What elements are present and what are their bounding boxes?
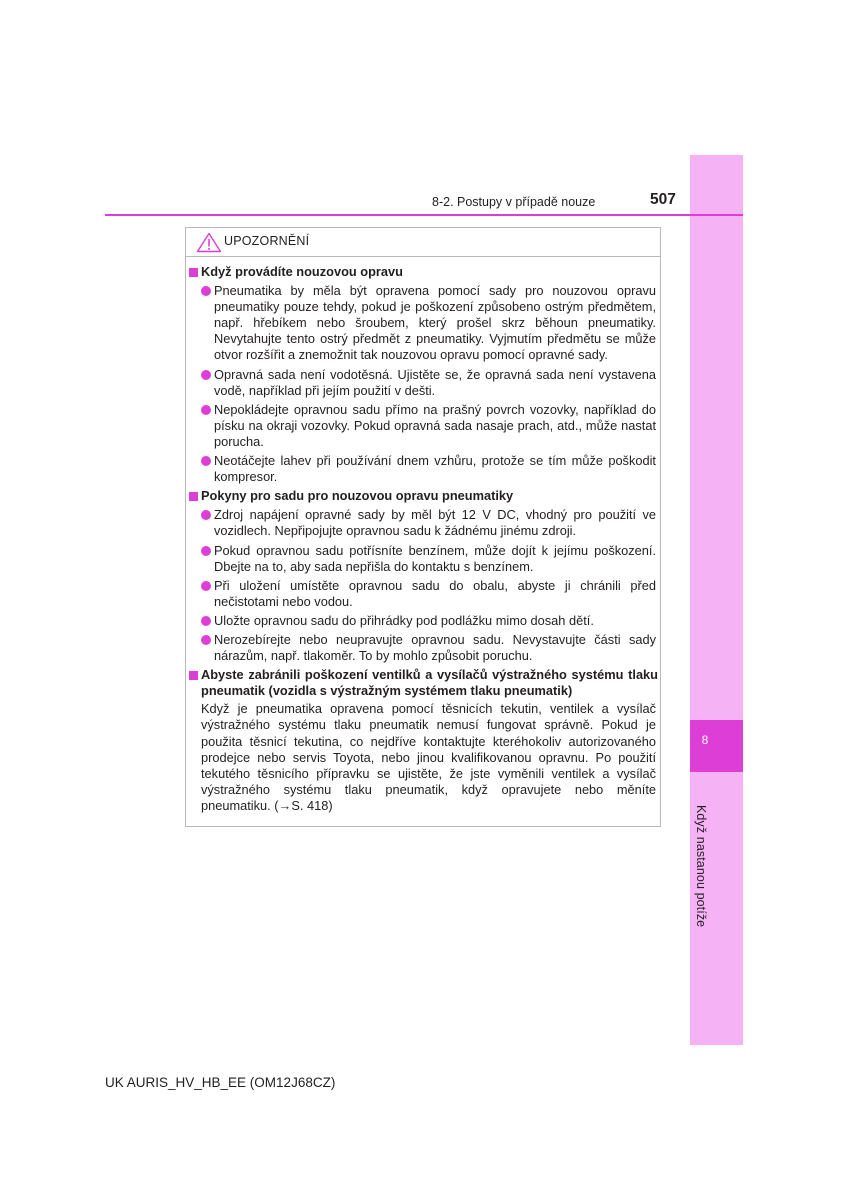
bullet-item: Opravná sada není vodotěsná. Ujistěte se, že opravná sada není vystavena vodě, například při jejím použití v dešti.	[201, 367, 658, 399]
warning-triangle-icon	[196, 232, 222, 253]
caution-section	[186, 667, 658, 814]
section-heading: Pokyny pro sadu pro nouzovou opravu pneumatiky	[189, 488, 658, 504]
circle-bullet-icon	[201, 286, 211, 296]
page-number: 507	[650, 191, 676, 208]
section-header: 8-2. Postupy v případě nouze	[432, 195, 596, 209]
chapter-title: Když nastanou potíže	[694, 805, 708, 928]
bullet-item: Zdroj napájení opravné sady by měl být 12 V DC, vhodný pro použití ve vozidlech. Nepřipojujte opravnou sadu k žádnému jinému zdroji.	[201, 507, 658, 539]
circle-bullet-icon	[201, 581, 211, 591]
header-rule	[105, 214, 743, 216]
bullet-item: Nepokládejte opravnou sadu přímo na prašný povrch vozovky, například do písku na okraji vozovky. Pokud opravná sada nasaje prach, atd., může nastat porucha.	[201, 402, 658, 450]
circle-bullet-icon	[201, 456, 211, 466]
bullet-item: Pneumatika by měla být opravena pomocí sady pro nouzovou opravu pneumatiky pouze tehdy, pokud je poškození způsobeno ostrým předmětem, např. hřebíkem nebo šroubem, který prošel skrz běhoun pneumatiky. Nevytahujte tento ostrý předmět z pneumatiky. Vyjmutím předmětu se může otvor rozšířit a znemožnit tak nouzovou opravu pomocí opravné sady.	[201, 283, 658, 363]
caution-section	[186, 264, 658, 485]
circle-bullet-icon	[201, 510, 211, 520]
bullet-item: Uložte opravnou sadu do přihrádky pod podlážku mimo dosah dětí.	[201, 613, 658, 629]
circle-bullet-icon	[201, 405, 211, 415]
section-paragraph: Když je pneumatika opravena pomocí těsnicích tekutin, ventilek a vysílač výstražného systému tlaku pneumatik nemusí fungovat správně. Pokud je použita těsnicí tekutina, co nejdříve kontaktujte kteréhokoliv autorizovaného prodejce nebo servis Toyota, nebo jinou kvalifikovanou opravnu. Po použití tekutého těsnicího přípravku se ujistěte, že jste vyměnili ventilek a vysílač výstražného systému tlaku pneumatik, když opravujete nebo měníte pneumatiku. (→S. 418)	[201, 701, 656, 813]
section-heading: Abyste zabránili poškození ventilků a vysílačů výstražného systému tlaku pneumatik (vozidla s výstražným systémem tlaku pneumatik)	[189, 667, 658, 699]
circle-bullet-icon	[201, 616, 211, 626]
bullet-item: Nerozebírejte nebo neupravujte opravnou sadu. Nevystavujte části sady nárazům, např. tlakoměr. To by mohlo způsobit poruchu.	[201, 632, 658, 664]
section-heading: Když provádíte nouzovou opravu	[189, 264, 658, 280]
circle-bullet-icon	[201, 635, 211, 645]
caution-section	[186, 488, 658, 664]
square-bullet-icon	[189, 492, 198, 501]
footer-model-code: UK AURIS_HV_HB_EE (OM12J68CZ)	[105, 1075, 336, 1090]
bullet-item: Pokud opravnou sadu potřísníte benzínem, může dojít k jejímu poškození. Dbejte na to, aby sada nepřišla do kontaktu s benzínem.	[201, 543, 658, 575]
caution-content	[186, 264, 658, 817]
chapter-number: 8	[701, 733, 709, 747]
circle-bullet-icon	[201, 546, 211, 556]
bullet-item: Neotáčejte lahev při používání dnem vzhůru, protože se tím může poškodit kompresor.	[201, 453, 658, 485]
square-bullet-icon	[189, 671, 198, 680]
caution-header	[186, 228, 660, 257]
square-bullet-icon	[189, 268, 198, 277]
bullet-item: Při uložení umístěte opravnou sadu do obalu, abyste ji chránili před nečistotami nebo vodou.	[201, 578, 658, 610]
caution-title: UPOZORNĚNÍ	[224, 234, 310, 248]
circle-bullet-icon	[201, 370, 211, 380]
